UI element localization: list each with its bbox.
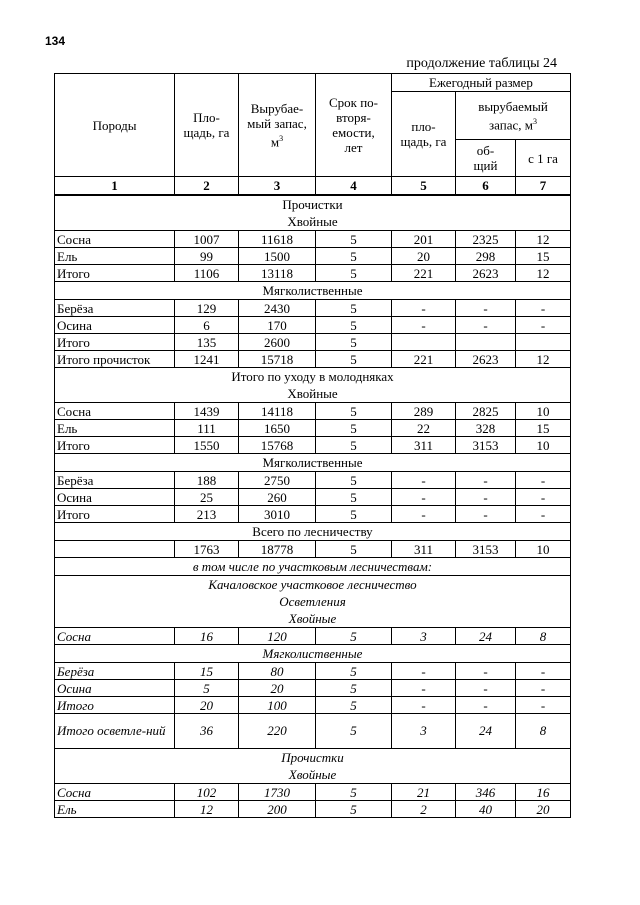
column-number: 5 xyxy=(392,177,456,196)
value-cell: 1241 xyxy=(175,351,239,368)
value-cell: 3 xyxy=(392,628,456,645)
value-cell: 2325 xyxy=(456,231,516,248)
value-cell: 10 xyxy=(516,437,571,454)
section-heading-line: Мягколиственные xyxy=(262,646,363,661)
value-cell: 5 xyxy=(316,697,392,714)
species-cell: Осина xyxy=(55,489,175,506)
value-cell: 2600 xyxy=(239,334,316,351)
value-cell: - xyxy=(456,472,516,489)
value-cell: 12 xyxy=(516,265,571,282)
page-number: 134 xyxy=(45,34,66,48)
value-cell: 1730 xyxy=(239,784,316,801)
value-cell xyxy=(456,334,516,351)
value-cell: - xyxy=(392,680,456,697)
table-row xyxy=(55,403,571,420)
table-row xyxy=(55,351,571,368)
value-cell: 1650 xyxy=(239,420,316,437)
section-heading-line: Хвойные xyxy=(287,386,338,401)
value-cell: 6 xyxy=(175,317,239,334)
species-cell: Итого осветле-ний xyxy=(55,714,175,749)
value-cell: 298 xyxy=(456,248,516,265)
value-cell: 2623 xyxy=(456,265,516,282)
value-cell: 99 xyxy=(175,248,239,265)
value-cell: 102 xyxy=(175,784,239,801)
table-row xyxy=(55,472,571,489)
value-cell: - xyxy=(456,697,516,714)
header-annual: Ежегодный размер xyxy=(392,74,571,92)
value-cell: 1007 xyxy=(175,231,239,248)
value-cell: - xyxy=(392,472,456,489)
species-cell: Ель xyxy=(55,248,175,265)
value-cell: 1106 xyxy=(175,265,239,282)
value-cell: 120 xyxy=(239,628,316,645)
value-cell: 5 xyxy=(316,784,392,801)
header-period: Срок по- вторя- емости, лет xyxy=(316,74,392,177)
value-cell: 5 xyxy=(316,541,392,558)
value-cell: 5 xyxy=(316,265,392,282)
section-heading xyxy=(55,749,571,784)
section-row xyxy=(55,749,571,784)
column-number: 1 xyxy=(55,177,175,196)
value-cell: 100 xyxy=(239,697,316,714)
species-cell: Берёза xyxy=(55,472,175,489)
value-cell: 170 xyxy=(239,317,316,334)
value-cell: 2825 xyxy=(456,403,516,420)
value-cell: 5 xyxy=(316,248,392,265)
table-row xyxy=(55,317,571,334)
species-cell xyxy=(55,541,175,558)
value-cell: 1763 xyxy=(175,541,239,558)
value-cell: 346 xyxy=(456,784,516,801)
table-row xyxy=(55,663,571,680)
value-cell: - xyxy=(516,300,571,317)
column-number: 4 xyxy=(316,177,392,196)
species-cell: Осина xyxy=(55,317,175,334)
section-row xyxy=(55,558,571,576)
value-cell: 21 xyxy=(392,784,456,801)
value-cell: 15768 xyxy=(239,437,316,454)
table-row xyxy=(55,334,571,351)
value-cell: 2430 xyxy=(239,300,316,317)
value-cell: 221 xyxy=(392,265,456,282)
value-cell: 12 xyxy=(175,801,239,818)
species-cell: Итого прочисток xyxy=(55,351,175,368)
value-cell: - xyxy=(456,506,516,523)
value-cell: 129 xyxy=(175,300,239,317)
value-cell: 289 xyxy=(392,403,456,420)
species-cell: Итого xyxy=(55,697,175,714)
value-cell: 5 xyxy=(316,680,392,697)
value-cell: 220 xyxy=(239,714,316,749)
section-heading xyxy=(55,195,571,231)
value-cell: 18778 xyxy=(239,541,316,558)
value-cell: 10 xyxy=(516,541,571,558)
section-heading-line: Хвойные xyxy=(288,767,337,782)
section-heading xyxy=(55,282,571,300)
table-row xyxy=(55,801,571,818)
section-heading-line: Качаловское участковое лесничество xyxy=(208,577,417,592)
value-cell: 5 xyxy=(316,351,392,368)
value-cell: 36 xyxy=(175,714,239,749)
value-cell: 8 xyxy=(516,714,571,749)
value-cell: 11618 xyxy=(239,231,316,248)
value-cell: 20 xyxy=(516,801,571,818)
value-cell: 15718 xyxy=(239,351,316,368)
value-cell: 3010 xyxy=(239,506,316,523)
section-row xyxy=(55,195,571,231)
section-heading-line: Осветления xyxy=(279,594,346,609)
value-cell xyxy=(516,334,571,351)
value-cell: - xyxy=(392,300,456,317)
header-annual-total: об- щий xyxy=(456,140,516,177)
value-cell: 5 xyxy=(316,231,392,248)
section-row xyxy=(55,368,571,403)
species-cell: Берёза xyxy=(55,663,175,680)
value-cell: 213 xyxy=(175,506,239,523)
value-cell: 5 xyxy=(316,472,392,489)
species-cell: Сосна xyxy=(55,231,175,248)
table-row xyxy=(55,489,571,506)
species-cell: Сосна xyxy=(55,784,175,801)
value-cell: 2750 xyxy=(239,472,316,489)
value-cell: 5 xyxy=(316,317,392,334)
table-caption: продолжение таблицы 24 xyxy=(406,56,557,71)
value-cell: 311 xyxy=(392,541,456,558)
value-cell: - xyxy=(392,317,456,334)
section-heading-line: Мягколиственные xyxy=(262,455,363,470)
species-cell: Осина xyxy=(55,680,175,697)
column-number: 2 xyxy=(175,177,239,196)
section-heading xyxy=(55,368,571,403)
table-row xyxy=(55,506,571,523)
value-cell: 5 xyxy=(316,300,392,317)
table-row xyxy=(55,541,571,558)
species-cell: Ель xyxy=(55,420,175,437)
section-heading xyxy=(55,645,571,663)
species-cell: Итого xyxy=(55,265,175,282)
value-cell: 1439 xyxy=(175,403,239,420)
section-heading-line: в том числе по участковым лесничествам: xyxy=(192,559,433,574)
section-row xyxy=(55,282,571,300)
header-annual-stock: вырубаемый запас, $м^3$ xyxy=(456,92,571,140)
value-cell: 328 xyxy=(456,420,516,437)
value-cell: 188 xyxy=(175,472,239,489)
value-cell: - xyxy=(392,489,456,506)
species-cell: Итого xyxy=(55,437,175,454)
section-heading-line: Мягколиственные xyxy=(262,283,363,298)
value-cell: 3153 xyxy=(456,541,516,558)
column-number: 7 xyxy=(516,177,571,196)
value-cell: 311 xyxy=(392,437,456,454)
value-cell: 5 xyxy=(316,403,392,420)
value-cell: 200 xyxy=(239,801,316,818)
section-heading-line: Итого по уходу в молодняках xyxy=(231,369,394,384)
value-cell: 2623 xyxy=(456,351,516,368)
table-row xyxy=(55,420,571,437)
table-row xyxy=(55,714,571,749)
header-row xyxy=(55,74,571,92)
value-cell: 260 xyxy=(239,489,316,506)
value-cell: - xyxy=(392,663,456,680)
section-row xyxy=(55,523,571,541)
value-cell: 20 xyxy=(392,248,456,265)
section-heading-line: Всего по лесничеству xyxy=(252,524,373,539)
value-cell: 24 xyxy=(456,714,516,749)
species-cell: Ель xyxy=(55,801,175,818)
section-row xyxy=(55,645,571,663)
value-cell: 22 xyxy=(392,420,456,437)
value-cell: - xyxy=(516,680,571,697)
header-area: Пло- щадь, га xyxy=(175,74,239,177)
value-cell: 3153 xyxy=(456,437,516,454)
section-row xyxy=(55,454,571,472)
value-cell: - xyxy=(516,663,571,680)
value-cell: 5 xyxy=(316,437,392,454)
table-row xyxy=(55,697,571,714)
value-cell: 5 xyxy=(316,334,392,351)
value-cell: 16 xyxy=(175,628,239,645)
section-heading-line: Хвойные xyxy=(287,214,338,229)
column-number: 6 xyxy=(456,177,516,196)
table-row xyxy=(55,248,571,265)
section-heading-line: Прочистки xyxy=(282,197,343,212)
table-row xyxy=(55,680,571,697)
value-cell: 201 xyxy=(392,231,456,248)
value-cell: 5 xyxy=(316,663,392,680)
value-cell: - xyxy=(392,697,456,714)
table-row xyxy=(55,784,571,801)
forest-care-table xyxy=(54,73,571,818)
section-row xyxy=(55,576,571,628)
section-heading xyxy=(55,558,571,576)
value-cell: - xyxy=(392,506,456,523)
value-cell: 15 xyxy=(516,248,571,265)
value-cell: 13118 xyxy=(239,265,316,282)
value-cell: 135 xyxy=(175,334,239,351)
value-cell: 5 xyxy=(316,628,392,645)
value-cell: 5 xyxy=(316,506,392,523)
section-heading-line: Хвойные xyxy=(288,611,337,626)
table-row xyxy=(55,300,571,317)
value-cell: 80 xyxy=(239,663,316,680)
value-cell: 111 xyxy=(175,420,239,437)
section-heading xyxy=(55,454,571,472)
species-cell: Берёза xyxy=(55,300,175,317)
section-heading xyxy=(55,576,571,628)
header-annual-per-ha: с 1 га xyxy=(516,140,571,177)
value-cell: - xyxy=(456,489,516,506)
value-cell: 10 xyxy=(516,403,571,420)
header-stock: Вырубае- мый запас, $м^3$ xyxy=(239,74,316,177)
value-cell: 2 xyxy=(392,801,456,818)
value-cell: 5 xyxy=(316,489,392,506)
value-cell: 16 xyxy=(516,784,571,801)
value-cell: 1550 xyxy=(175,437,239,454)
value-cell: - xyxy=(456,300,516,317)
header-annual-area: пло- щадь, га xyxy=(392,92,456,177)
table-row xyxy=(55,231,571,248)
value-cell xyxy=(392,334,456,351)
header-species: Породы xyxy=(55,74,175,177)
value-cell: 14118 xyxy=(239,403,316,420)
column-number-row xyxy=(55,177,571,196)
value-cell: 25 xyxy=(175,489,239,506)
value-cell: - xyxy=(456,663,516,680)
value-cell: - xyxy=(516,472,571,489)
value-cell: 40 xyxy=(456,801,516,818)
value-cell: - xyxy=(516,317,571,334)
species-cell: Сосна xyxy=(55,403,175,420)
species-cell: Сосна xyxy=(55,628,175,645)
section-heading-line: Прочистки xyxy=(281,750,344,765)
value-cell: 1500 xyxy=(239,248,316,265)
value-cell: - xyxy=(516,506,571,523)
value-cell: 12 xyxy=(516,231,571,248)
value-cell: 5 xyxy=(316,714,392,749)
value-cell: - xyxy=(456,317,516,334)
value-cell: 20 xyxy=(239,680,316,697)
value-cell: - xyxy=(516,697,571,714)
table-row xyxy=(55,628,571,645)
value-cell: - xyxy=(456,680,516,697)
value-cell: 15 xyxy=(516,420,571,437)
value-cell: 12 xyxy=(516,351,571,368)
value-cell: 221 xyxy=(392,351,456,368)
species-cell: Итого xyxy=(55,506,175,523)
table-row xyxy=(55,437,571,454)
value-cell: 24 xyxy=(456,628,516,645)
value-cell: 5 xyxy=(316,420,392,437)
value-cell: - xyxy=(516,489,571,506)
value-cell: 20 xyxy=(175,697,239,714)
value-cell: 3 xyxy=(392,714,456,749)
value-cell: 15 xyxy=(175,663,239,680)
value-cell: 5 xyxy=(316,801,392,818)
value-cell: 5 xyxy=(175,680,239,697)
table-row xyxy=(55,265,571,282)
column-number: 3 xyxy=(239,177,316,196)
species-cell: Итого xyxy=(55,334,175,351)
value-cell: 8 xyxy=(516,628,571,645)
section-heading xyxy=(55,523,571,541)
